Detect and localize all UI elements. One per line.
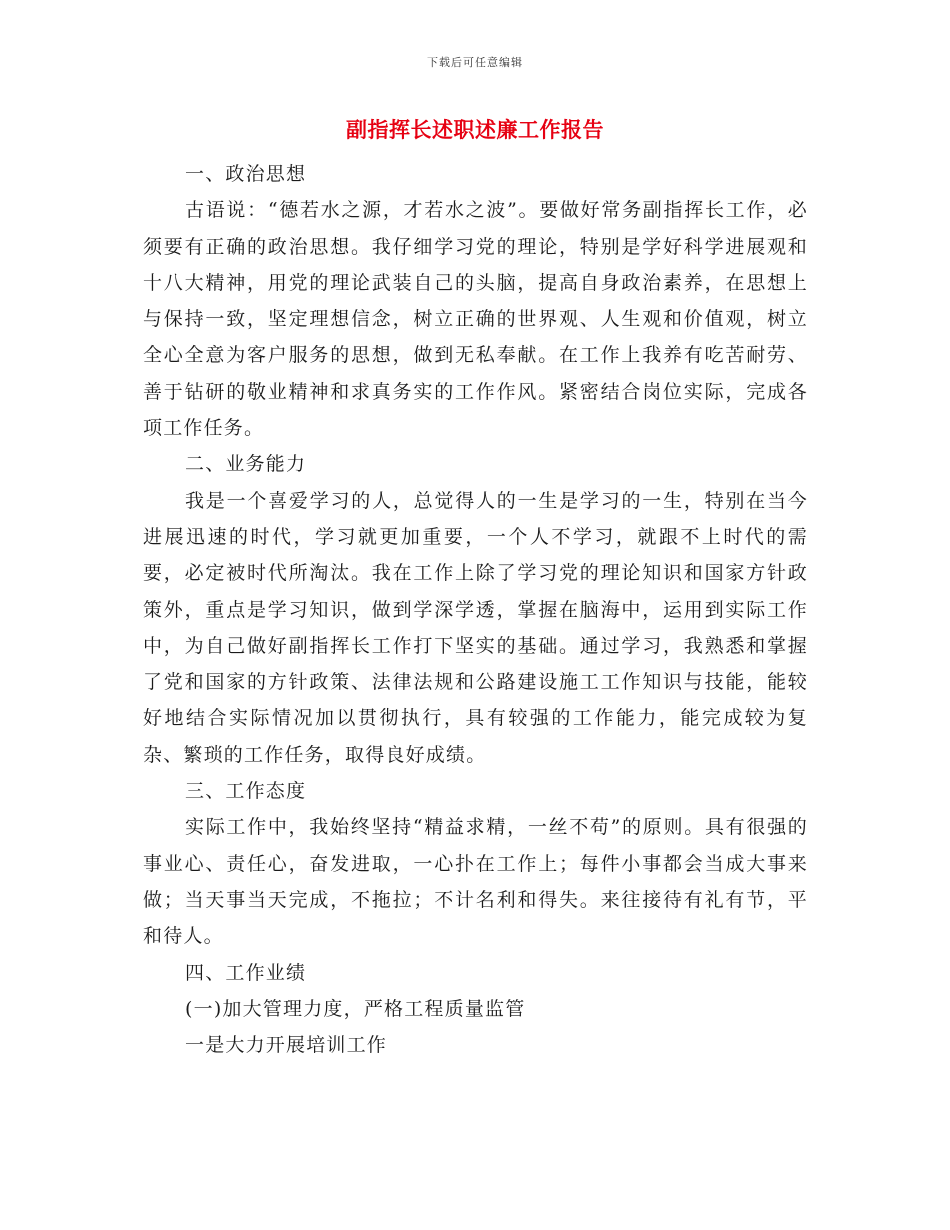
paragraph-politics: 古语说：“德若水之源，才若水之波”。要做好常务副指挥长工作，必须要有正确的政治思想。我仔细学习党的理论，特别是学好科学进展观和十八大精神，用党的理论武装自己的头脑，提高自身政治素养，在思想上与保持一致，坚定理想信念，树立正确的世界观、人生观和价值观，树立全心全意为客户服务的思想，做到无私奉献。在工作上我养有吃苦耐劳、善于钻研的敬业精神和求真务实的工作作风。紧密结合岗位实际，完成各项工作任务。 bbox=[143, 199, 808, 440]
section-heading-performance: 四、工作业绩 bbox=[185, 961, 307, 984]
paragraph-ability: 我是一个喜爱学习的人，总觉得人的一生是学习的一生，特别在当今进展迅速的时代，学习就更加重要，一个人不学习，就跟不上时代的需要，必定被时代所淘汰。我在工作上除了学习党的理论知识和国家方针政策外，重点是学习知识，做到学深学透，掌握在脑海中，运用到实际工作中，为自己做好副指挥长工作打下坚实的基础。通过学习，我熟悉和掌握了党和国家的方针政策、法律法规和公路建设施工工作知识与技能，能较好地结合实际情况加以贯彻执行，具有较强的工作能力，能完成较为复杂、繁琐的工作任务，取得良好成绩。 bbox=[143, 489, 808, 766]
section-heading-ability: 二、业务能力 bbox=[185, 453, 307, 476]
section-heading-attitude: 三、工作态度 bbox=[185, 780, 307, 803]
document-title: 副指挥长述职述廉工作报告 bbox=[346, 117, 604, 142]
document-body bbox=[143, 156, 808, 1063]
subsection-heading-management: (一)加大管理力度，严格工程质量监管 bbox=[185, 997, 526, 1020]
paragraph-attitude: 实际工作中，我始终坚持“精益求精，一丝不苟”的原则。具有很强的事业心、责任心，奋发进取，一心扑在工作上；每件小事都会当成大事来做；当天事当天完成，不拖拉；不计名利和得失。来往接待有礼有节，平和待人。 bbox=[143, 816, 808, 948]
section-heading-politics: 一、政治思想 bbox=[185, 163, 307, 185]
item-heading-training: 一是大力开展培训工作 bbox=[185, 1034, 388, 1057]
page-header-note: 下载后可任意编辑 bbox=[427, 56, 523, 69]
